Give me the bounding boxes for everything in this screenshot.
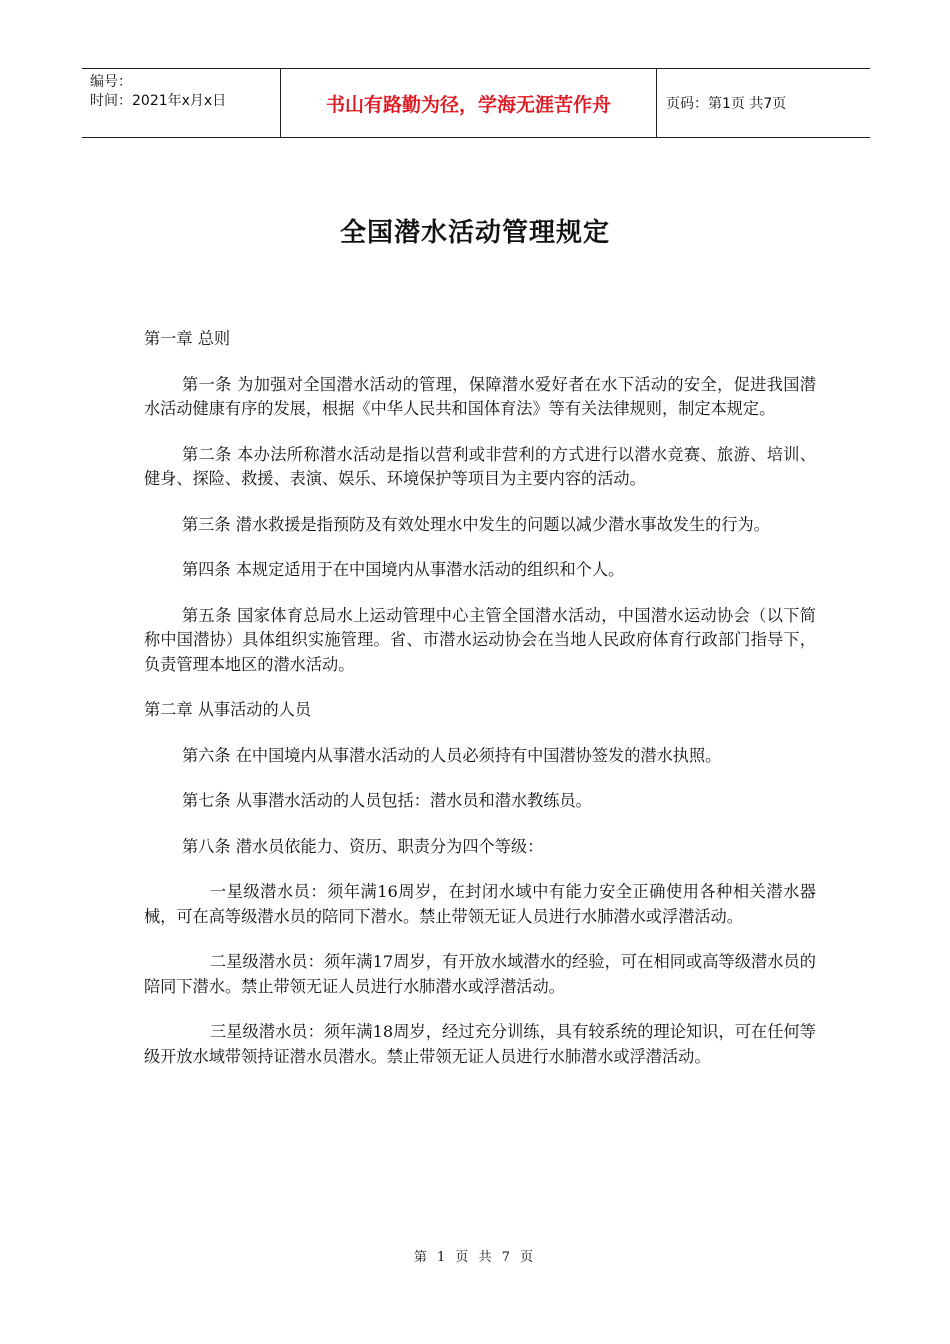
chapter-heading: 第一章 总则: [144, 329, 231, 348]
diver-level-paragraph: 三星级潜水员：须年满18周岁，经过充分训练，具有较系统的理论知识，可在任何等级开放水域带领持证潜水员潜水。禁止带领无证人员进行水肺潜水或浮潜活动。: [144, 1022, 816, 1066]
header-page-info: 页码：第1页 共7页: [666, 96, 787, 112]
header-meta: [90, 73, 280, 111]
number-label: 编号：: [90, 74, 132, 90]
diver-level-paragraph: 二星级潜水员：须年满17周岁，有开放水域潜水的经验，可在相同或高等级潜水员的陪同下潜水。禁止带领无证人员进行水肺潜水或浮潜活动。: [144, 952, 816, 996]
page-footer: 第 1 页 共 7 页: [413, 1250, 537, 1265]
header-divider: [656, 69, 657, 137]
article-paragraph: 第二条 本办法所称潜水活动是指以营利或非营利的方式进行以潜水竞赛、旅游、培训、健身、探险、救援、表演、娱乐、环境保护等项目为主要内容的活动。: [144, 444, 816, 488]
article-paragraph: 第七条 从事潜水活动的人员包括：潜水员和潜水教练员。: [182, 791, 592, 810]
header-motto: 书山有路勤为径，学海无涯苦作舟: [325, 93, 611, 116]
document-title: 全国潜水活动管理规定: [339, 218, 610, 248]
diver-level-paragraph: 一星级潜水员：须年满16周岁，在封闭水域中有能力安全正确使用各种相关潜水器械，可在高等级潜水员的陪同下潜水。禁止带领无证人员进行水肺潜水或浮潜活动。: [144, 882, 816, 926]
article-paragraph: 第六条 在中国境内从事潜水活动的人员必须持有中国潜协签发的潜水执照。: [182, 745, 722, 765]
article-paragraph: 第三条 潜水救援是指预防及有效处理水中发生的问题以减少潜水事故发生的行为。: [182, 514, 770, 534]
document-body: [144, 327, 816, 1090]
time-label: 时间：2021年x月x日: [90, 93, 227, 109]
article-paragraph: 第五条 国家体育总局水上运动管理中心主管全国潜水活动，中国潜水运动协会（以下简称中国潜协）具体组织实施管理。省、市潜水运动协会在当地人民政府体育行政部门指导下，负责管理本地区的潜水活动。: [144, 605, 816, 674]
article-paragraph: 第四条 本规定适用于在中国境内从事潜水活动的组织和个人。: [182, 560, 625, 579]
document-header: [82, 68, 870, 138]
chapter-heading: 第二章 从事活动的人员: [144, 700, 312, 719]
article-paragraph: 第八条 潜水员依能力、资历、职责分为四个等级：: [182, 836, 544, 856]
article-paragraph: 第一条 为加强对全国潜水活动的管理，保障潜水爱好者在水下活动的安全，促进我国潜水活动健康有序的发展，根据《中华人民共和国体育法》等有关法律规则，制定本规定。: [144, 374, 816, 418]
